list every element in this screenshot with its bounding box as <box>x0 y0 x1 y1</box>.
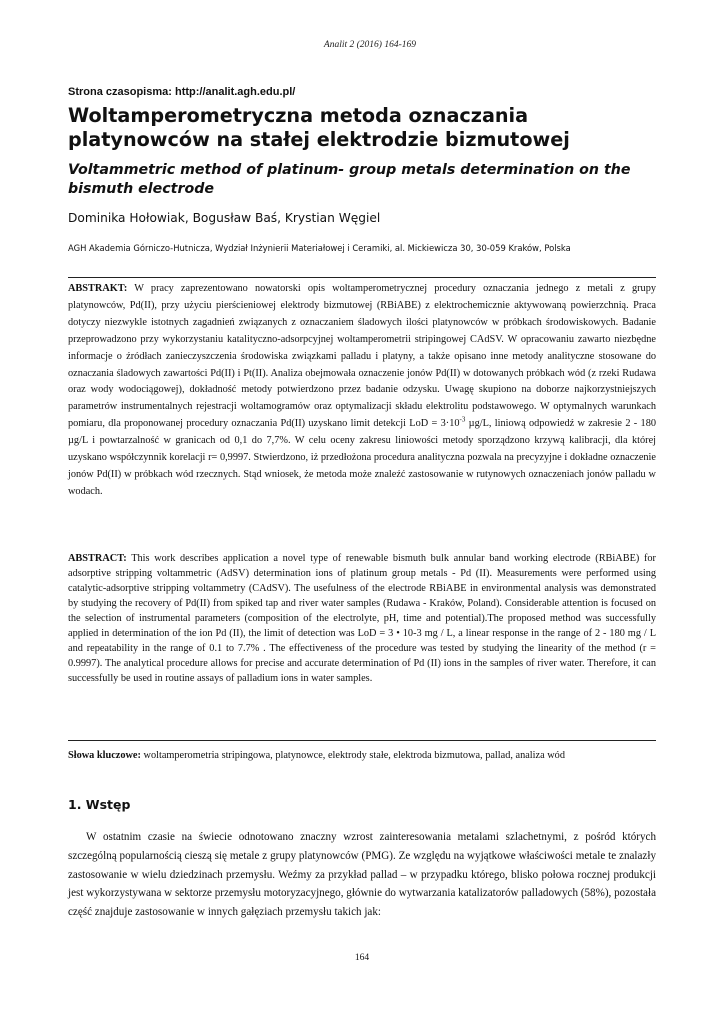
keywords-label: Słowa kluczowe: <box>68 750 141 761</box>
introduction-paragraph: W ostatnim czasie na świecie odnotowano znaczny wzrost zainteresowania metalami szlachetnymi, z pośród których szczególną popularnością cieszą się metale z grupy platynowców (PMG). Ze względu na wyjątkowe właściwości metale te znalazły zastosowanie w wielu dziedzinach przemysłu. Weźmy za przykład pallad – w przypadku którego, blisko połowa rocznej produkcji jest wykorzystywana w sektorze przemysłu motoryzacyjnego, głównie do wytwarzania katalizatorów palladowych (58%), pozostała część znajduje zastosowanie w innych gałęziach przemysłu takich jak: <box>68 831 656 919</box>
title-english: Voltammetric method of platinum- group metals determination on the bismuth electrode <box>68 162 631 197</box>
abstract-polish-label: ABSTRAKT: <box>68 283 128 294</box>
authors: Dominika Hołowiak, Bogusław Baś, Krystian Węgiel <box>68 211 381 225</box>
keywords-text: woltamperometria stripingowa, platynowce, elektrody stałe, elektroda bizmutowa, pallad, analiza wód <box>140 750 565 761</box>
journal-citation: Analit 2 (2016) 164-169 <box>323 40 416 50</box>
page-number: 164 <box>354 953 370 963</box>
running-head <box>0 40 724 50</box>
affiliation: AGH Akademia Górniczo-Hutnicza, Wydział Inżynierii Materiałowej i Ceramiki, al. Mickiewicza 30, 30-059 Kraków, Polska <box>68 243 571 253</box>
abstract-polish <box>68 281 656 501</box>
abstract-english <box>68 551 656 686</box>
keywords <box>68 749 656 762</box>
journal-website-line: Strona czasopisma: http://analit.agh.edu.pl/ <box>68 86 296 98</box>
bottom-divider <box>68 740 656 741</box>
abstract-polish-superscript: -3 <box>459 415 466 424</box>
title-polish: Woltamperometryczna metoda oznaczania platynowców na stałej elektrodzie bizmutowej <box>68 104 570 151</box>
abstract-polish-text-1: W pracy zaprezentowano nowatorski opis woltamperometrycznej procedury oznaczania jednego z metali z grupy platynowców, Pd(II), przy użyciu pierścieniowej elektrody bizmutowej (RBiABE) z elektrochemicznie aktywowaną powierzchnią. Praca dotyczy niezwykle istotnych zagadnień związanych z oznaczaniem śladowych ilości platynowców w próbkach środowiskowych. Badanie przeprowadzono przy wykorzystaniu katalityczno-adsorpcyjnej woltamperometrii stripingowej CAdSV. W opracowaniu zawarto niezbędne informacje o źródłach zanieczyszczenia środowiska związkami palladu i platyny, a także opisano inne metody analityczne stosowane do oznaczania śladowych zawartości Pd(II) i Pt(II). Analiza obejmowała oznaczenie jonów Pd(II) w dotowanych próbkach wód (z rzeki Rudawa oraz wody wodociągowej), dokładność metody potwierdzono przez badanie odzysku. Uwagę skupiono na doborze najkorzystniejszych parametrów instrumentalnych rejestracji woltamogramów oraz optymalizacji składu elektrolitu podstawowego. W optymalnych warunkach pomiaru, dla proponowanej procedury oznaczania Pd(II) uzyskano limit detekcji LoD = 3·10 <box>68 283 656 430</box>
abstract-english-text: This work describes application a novel type of renewable bismuth bulk annular band working electrode (RBiABE) for adsorptive stripping voltammetric (AdSV) determination ions of platinum group metals - Pd (II). Measurements were performed using catalytic-adsorptive stripping voltammetry (CAdSV). The usefulness of the electrode RBiABE in environmental analysis was demonstrated by studying the recovery of Pd(II) from spiked tap and river water samples (Rudawa - Kraków, Poland). Considerable attention is focused on the selection of instrumental parameters (composition of the electrolyte, pH, time and potential).The proposed method was successfully applied in determination of the ion Pd (II), the limit of detection was LoD = 3 • 10-3 mg / L, a linear response in the range of 2 - 180 mg / L and repeatability in the range of 0.1 to 7.7% . The effectiveness of the procedure was tested by studying the linearity of the method (r = 0.9997). The analytical procedure allows for precise and accurate determination of Pd (II) ions in the samples of river water. Therefore, it can successfully be used in routine assays of palladium ions in water samples. <box>68 553 656 684</box>
top-divider <box>68 277 656 278</box>
abstract-polish-text-2: µg/L, liniową odpowiedź w zakresie 2 - 180 µg/L i powtarzalność w granicach od 0,1 do 7,7%. W celu oceny zakresu liniowości metody sporządzono krzywą kalibracji, dla której uzyskano współczynnik korelacji r= 0,9997. Stwierdzono, iż przedłożona procedura analityczna pozwala na precyzyjne i dokładne oznaczenie jonów Pd(II) w próbkach wód rzecznych. Stąd wniosek, że metoda może znaleźć zastosowanie w rutynowych oznaczeniach jonów palladu w wodach. <box>68 418 656 497</box>
section-heading-introduction: 1. Wstęp <box>68 797 131 812</box>
abstract-english-label: ABSTRACT: <box>68 553 127 564</box>
